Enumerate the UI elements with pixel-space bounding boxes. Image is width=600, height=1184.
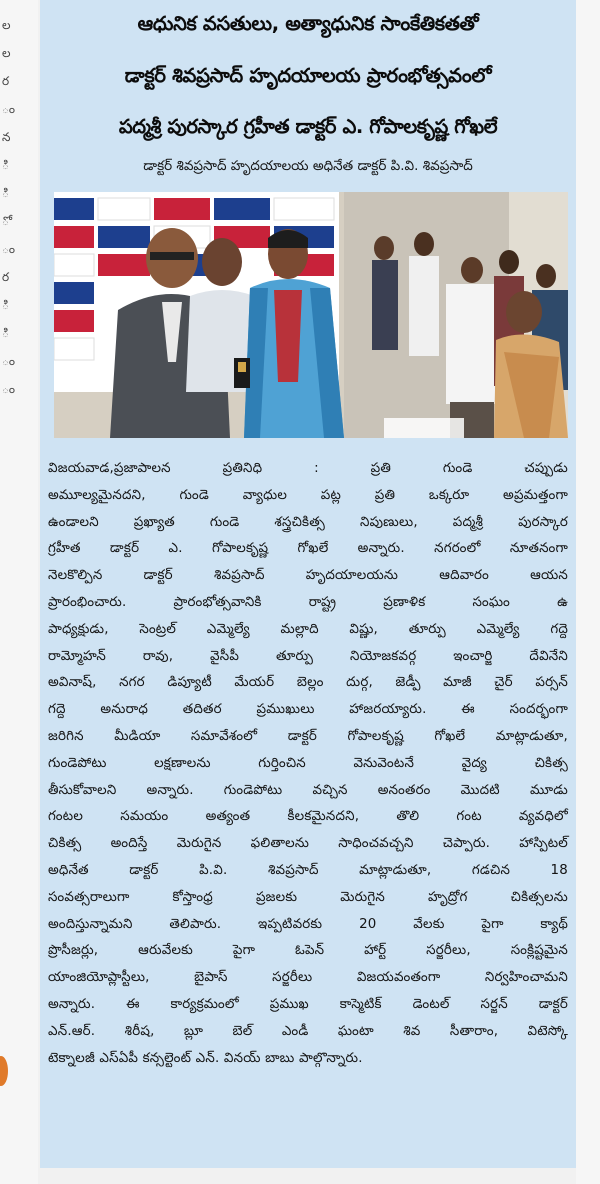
table (384, 418, 464, 438)
inauguration-photo (54, 192, 568, 438)
article-line: గద్దె అనురాధ తదితర ప్రముఖులు హాజరయ్యారు. ఈ సందర్భంగా (48, 702, 568, 718)
article-line: అవినాష్, నగర డిప్యూటీ మేయర్ బెల్లం దుర్గ, జెడ్పీ మాజీ చైర్ పర్సన్ (48, 675, 568, 691)
margin-fragment: ి (2, 186, 9, 200)
article-line: పాధ్యక్షుడు, సెంట్రల్ ఎమ్మెల్యే మల్లాది విష్ణు, తూర్పు ఎమ్మెల్యే గద్దె (48, 621, 568, 637)
newspaper-clipping (40, 0, 576, 1184)
article-line: రామ్మోహన్ రావు, వైసీపీ తూర్పు నియోజకవర్గ ఇంచార్జి దేవినేని (48, 648, 568, 664)
article-line: ప్రొసీజర్లు, ఆరువేలకు పైగా ఓపెన్ హార్ట్ సర్జరీలు, సంక్లిష్టమైన (48, 943, 568, 959)
left-page-margin (0, 0, 38, 1184)
margin-fragment: న (2, 130, 11, 144)
article-body (48, 456, 568, 1072)
margin-fragment: ం (2, 354, 16, 368)
headline-line-2: డాక్టర్ శివప్రసాద్ హృదయాలయ ప్రారంభోత్సవంలో (124, 64, 492, 87)
margin-fragment: ి (2, 326, 9, 340)
margin-fragment: ర (2, 270, 10, 284)
article-line: జరిగిన మీడియా సమావేశంలో డాక్టర్ గోపాలకృష్ణ గోఖలే మాట్లాడుతూ, (48, 728, 568, 744)
photo-caption: డాక్టర్ శివప్రసాద్ హృదయాలయ అధినేత డాక్టర్ పి.వి. శివప్రసాద్ (143, 158, 473, 174)
headline-line-1: ఆధునిక వసతులు, అత్యాధునిక సాంకేతికతతో (137, 12, 479, 35)
article-line: గుండెపోటు లక్షణాలను గుర్తించిన వెనువెంటనే వైద్య చికిత్స (48, 755, 568, 771)
article-line: టెక్నాలజీ ఎస్ఏపీ కన్సల్టెంట్ ఎన్. వినయ్ బాబు పాల్గొన్నారు. (48, 1050, 363, 1066)
article-line: నెలకొల్పిన డాక్టర్ శివప్రసాద్ హృదయాలయను ఆదివారం ఆయన (48, 568, 568, 584)
article-line: తీసుకోవాలని అన్నారు. గుండెపోటు వచ్చిన అనంతరం మొదటి మూడు (48, 782, 568, 798)
article-line: విజయవాడ,ప్రజాపాలన ప్రతినిధి : ప్రతి గుండె చప్పుడు (48, 461, 568, 476)
headline-line-3: పద్మశ్రీ పురస్కార గ్రహీత డాక్టర్ ఎ. గోపాలకృష్ణ గోఖలే (118, 115, 498, 138)
article-line: అన్నారు. ఈ కార్యక్రమంలో ప్రముఖ కాస్మెటిక్ డెంటల్ సర్జన్ డాక్టర్ (48, 996, 568, 1012)
article-line: యాంజియోప్లాస్టీలు, బైపాస్ సర్జరీలు విజయవంతంగా నిర్వహించామని (48, 970, 568, 986)
article-line: చికిత్స అందిస్తే మెరుగైన ఫలితాలను సాధించవచ్చని చెప్పారు. హాస్పిటల్ (48, 836, 568, 852)
article-line: గ్రహీత డాక్టర్ ఎ. గోపాలకృష్ణ గోఖలే అన్నారు. నగరంలో నూతనంగా (48, 541, 568, 557)
margin-fragment: ం (2, 382, 16, 396)
margin-fragment: ి (2, 158, 9, 172)
margin-fragment: ం (2, 102, 16, 116)
margin-fragment: ల (2, 46, 11, 60)
article-line: అధినేత డాక్టర్ పి.వి. శివప్రసాద్ మాట్లాడుతూ, గడచిన 18 (48, 862, 568, 878)
article-line: ప్రారంభించారు. ప్రారంభోత్సవానికి రాష్ట్ర ప్రణాళిక సంఘం ఉ (48, 594, 568, 610)
margin-fragment: ి (2, 298, 9, 312)
article-line: అమూల్యమైనదని, గుండె వ్యాధుల పట్ల ప్రతి ఒక్కరూ అప్రమత్తంగా (48, 487, 568, 503)
article-line: గంటల సమయం అత్యంత కీలకమైనదని, తొలి గంట వ్యవధిలో (48, 809, 568, 825)
margin-fragment: ం (2, 242, 16, 256)
right-page-margin (574, 0, 600, 1184)
margin-orange-mark (0, 1056, 8, 1086)
article-line: అందిస్తున్నామని తెలిపారు. ఇప్పటివరకు 20 వేలకు పైగా క్యాథ్ (48, 916, 568, 932)
article-line: ఎన్.ఆర్. శిరీష, బ్లూ బెల్ ఎండీ ఘంటా శివ సీతారాం, విటెస్కో (48, 1023, 568, 1039)
bottom-margin (40, 1168, 576, 1184)
margin-fragment: ో (2, 214, 9, 228)
article-line: ఉండాలని ప్రఖ్యాత గుండె శస్త్రచికిత్స నిపుణులు, పద్మశ్రీ పురస్కార (48, 514, 568, 530)
article-line: సంవత్సరాలుగా కోస్తాంధ్ర ప్రజలకు మెరుగైన హృద్రోగ చికిత్సలను (48, 889, 568, 905)
margin-fragment: ల (2, 18, 11, 32)
margin-fragment: ర (2, 74, 10, 88)
